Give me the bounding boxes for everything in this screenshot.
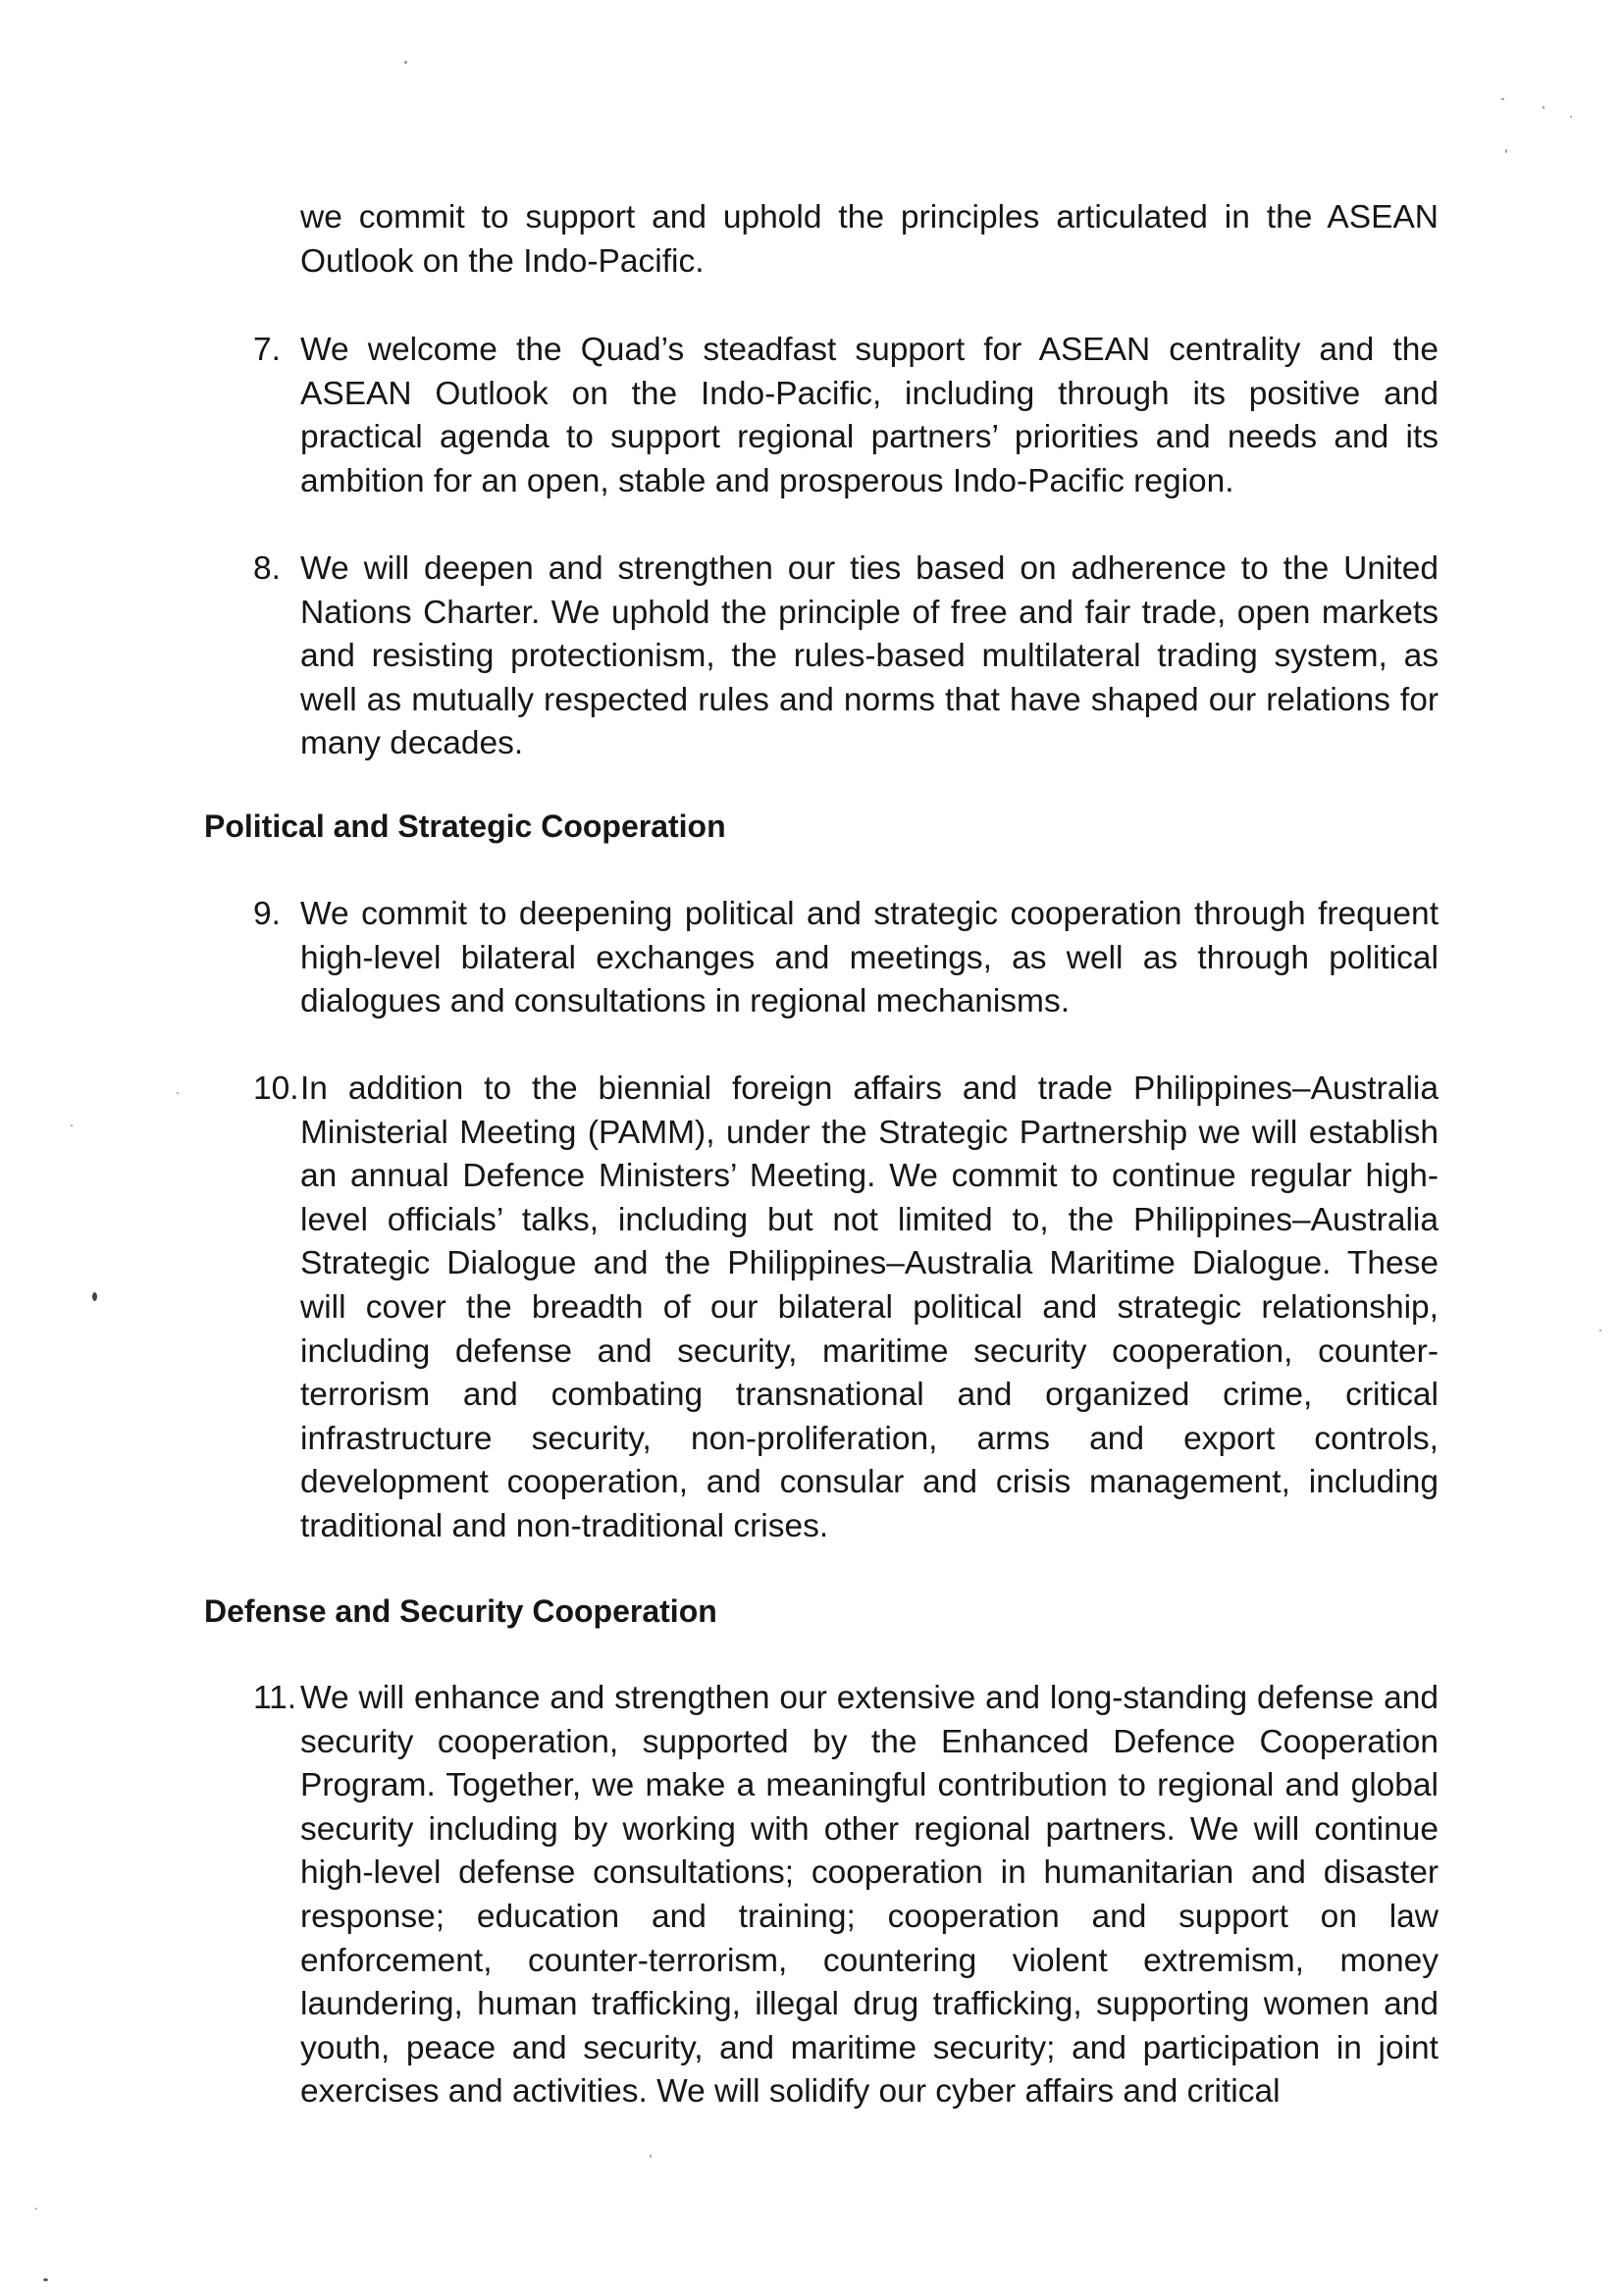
paragraph-number: 9. (253, 896, 281, 932)
scan-speck (1570, 116, 1572, 118)
scan-speck (43, 2278, 48, 2281)
section-heading-defense: Defense and Security Cooperation (204, 1593, 717, 1629)
scan-speck (1501, 98, 1504, 100)
paragraph-number: 10. (253, 1070, 299, 1107)
scan-speck (35, 2208, 37, 2210)
scan-speck (1505, 149, 1507, 153)
paragraph-number: 7. (253, 332, 281, 368)
paragraph-7: We welcome the Quad’s steadfast support for ASEAN centrality and the ASEAN Outlook on the Indo-Pacific, including through its positive and practical agenda to support regional partners’ priorities and needs and its ambition for an open, stable and prosperous Indo-Pacific region. (300, 332, 1439, 499)
continuation-paragraph: we commit to support and uphold the principles articulated in the ASEAN Outlook on the Indo-Pacific. (300, 199, 1439, 280)
scan-speck (404, 61, 407, 64)
scan-speck (177, 1092, 179, 1094)
paragraph-number: 8. (253, 550, 281, 587)
scan-speck (71, 1124, 73, 1126)
paragraph-9: We commit to deepening political and strategic cooperation through frequent high-level bilateral exchanges and meetings, as well as through political dialogues and consultations in regional mechanisms. (300, 896, 1439, 1020)
paragraph-11: We will enhance and strengthen our extensive and long-standing defense and security cooperation, supported by the Enhanced Defence Cooperation Program. Together, we make a meaningful contribution to regional and global security including by working with other regional partners. We will continue high-level defense consultations; cooperation in humanitarian and disaster response; education and training; cooperation and support on law enforcement, counter-terrorism, countering violent extremism, money laundering, human trafficking, illegal drug trafficking, supporting women and youth, peace and security, and maritime security; and participation in joint exercises and activities. We will solidify our cyber affairs and critical (300, 1680, 1439, 2111)
paragraph-10: In addition to the biennial foreign affairs and trade Philippines–Australia Ministerial Meeting (PAMM), under the Strategic Partnership we will establish an annual Defence Ministers’ Meeting. We commit to continue regular high-level officials’ talks, including but not limited to, the Philippines–Australia Strategic Dialogue and the Philippines–Australia Maritime Dialogue. These will cover the breadth of our bilateral political and strategic relationship, including defense and security, maritime security cooperation, counter-terrorism and combating transnational and organized crime, critical infrastructure security, non-proliferation, arms and export controls, development cooperation, and consular and crisis management, including traditional and non-traditional crises. (300, 1070, 1439, 1544)
paragraph-8: We will deepen and strengthen our ties based on adherence to the United Nations Charter. We uphold the principle of free and fair trade, open markets and resisting protectionism, the rules-based multilateral trading system, as well as mutually respected rules and norms that have shaped our relations for many decades. (300, 550, 1439, 762)
paragraph-number: 11. (253, 1680, 297, 1716)
scan-speck (650, 2155, 652, 2158)
scan-speck (1599, 1330, 1601, 1331)
scan-speck (1543, 106, 1544, 109)
section-heading-political: Political and Strategic Cooperation (204, 809, 726, 844)
scan-speck (92, 1292, 97, 1301)
